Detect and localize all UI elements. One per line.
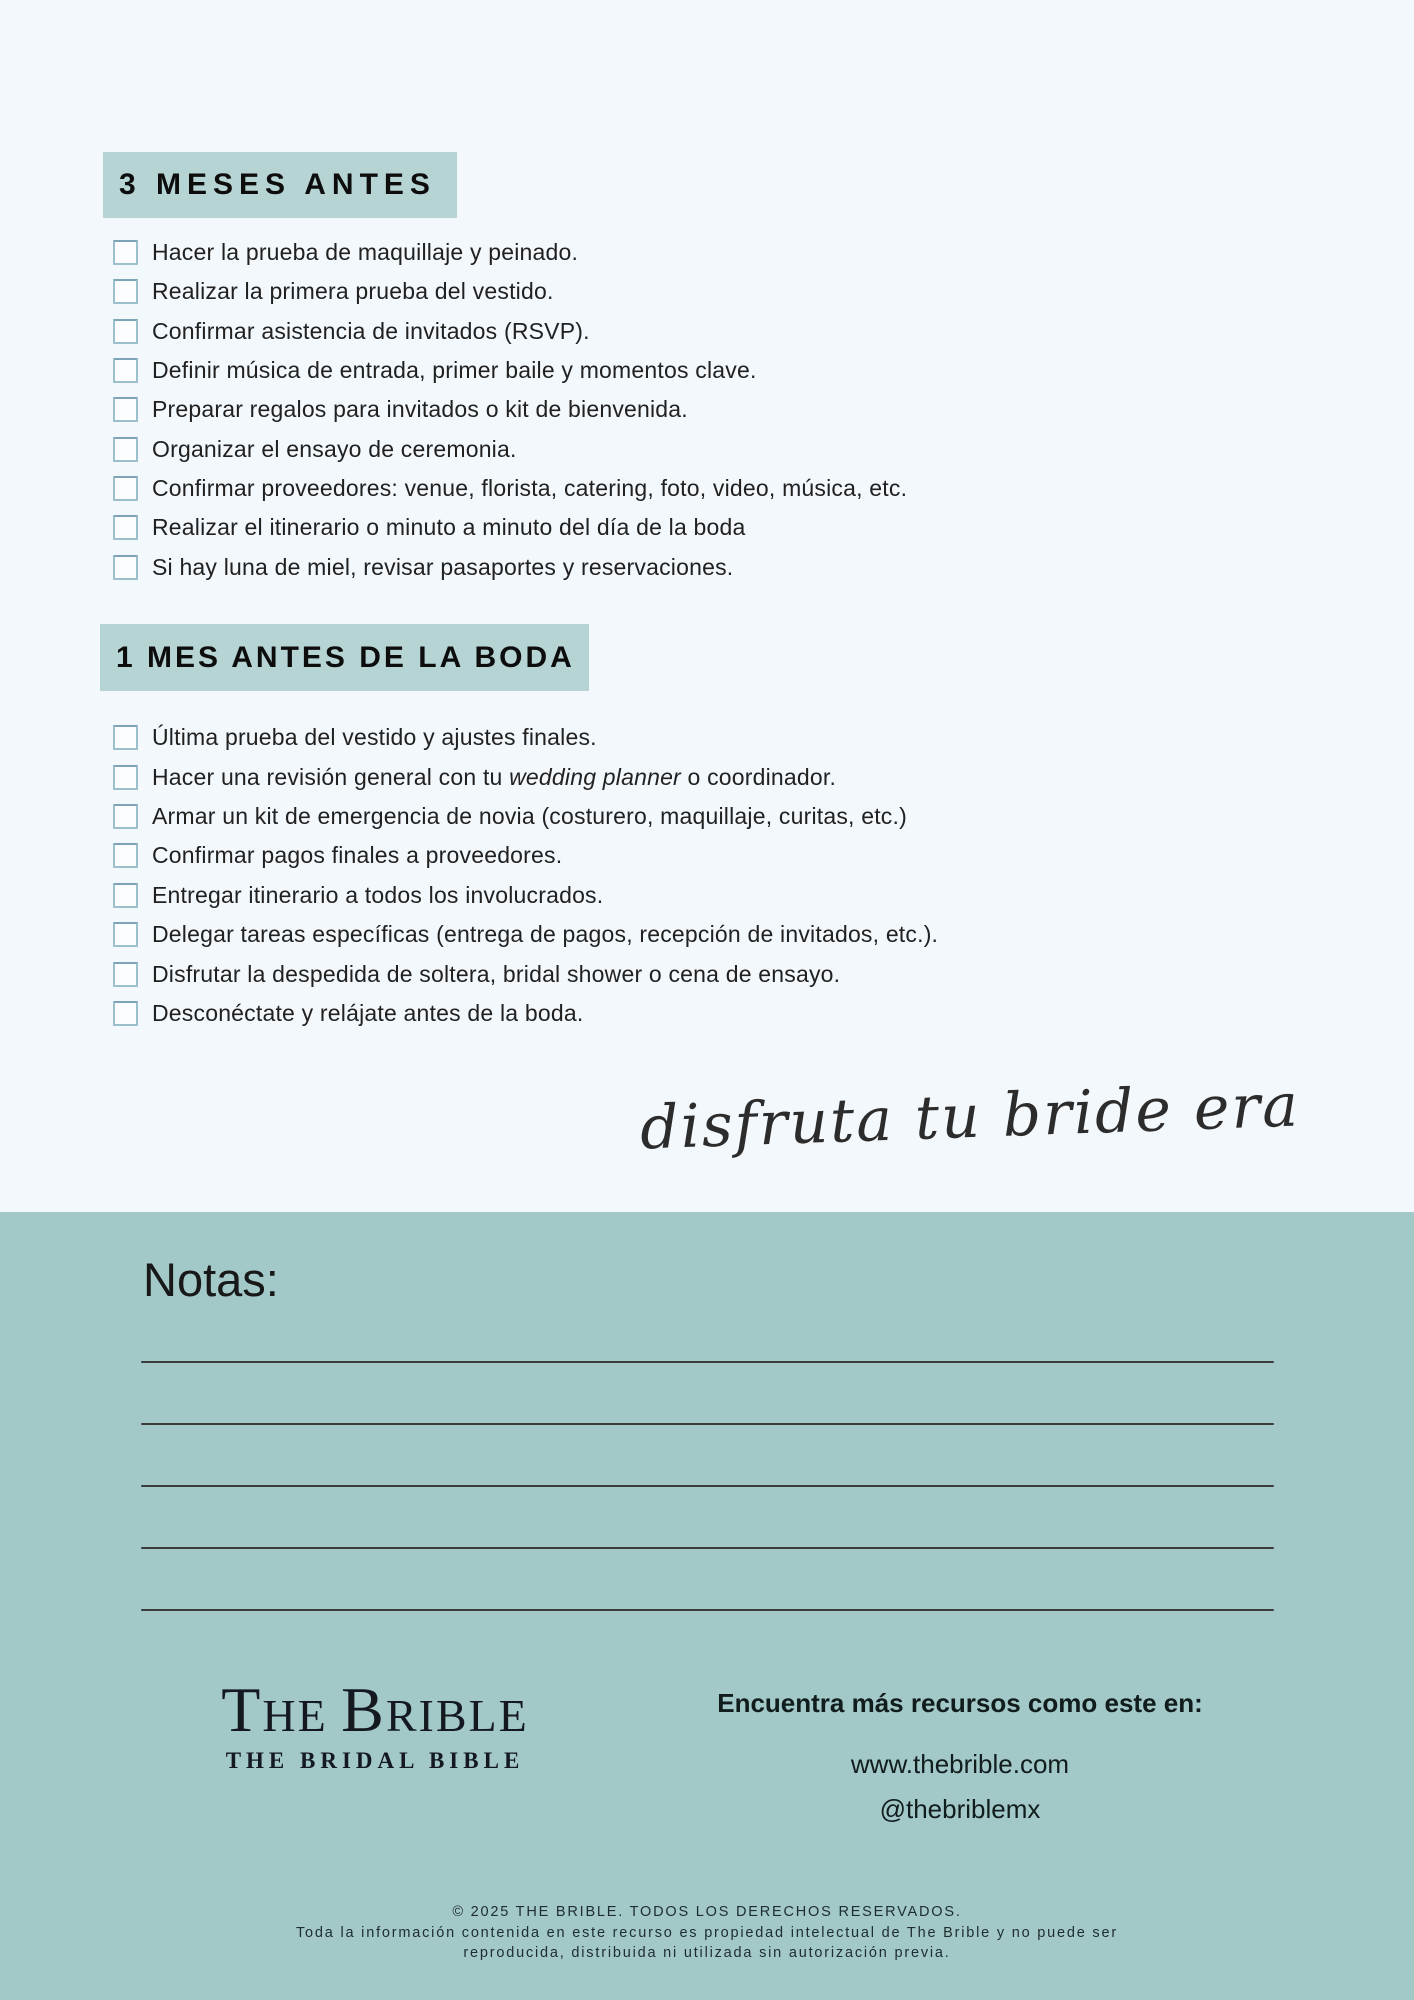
checklist-item-label: Realizar la primera prueba del vestido. <box>152 278 554 305</box>
checkbox[interactable] <box>113 962 138 987</box>
section-title-3-meses-antes: 3 MESES ANTES <box>103 152 457 218</box>
checkbox[interactable] <box>113 725 138 750</box>
checklist-item-label: Si hay luna de miel, revisar pasaportes y reservaciones. <box>152 553 734 580</box>
website-link[interactable]: www.thebrible.com <box>850 1749 1070 1779</box>
checklist-item <box>113 351 907 390</box>
note-line <box>141 1423 1274 1425</box>
checklist-item-label: Confirmar asistencia de invitados (RSVP). <box>152 317 590 344</box>
checklist-item <box>113 312 907 351</box>
checkbox[interactable] <box>113 843 138 868</box>
brand-logo-subtitle: THE BRIDAL BIBLE <box>225 1748 525 1774</box>
checklist-item-label: Armar un kit de emergencia de novia (costurero, maquillaje, curitas, etc.) <box>152 802 907 829</box>
checklist-3-meses-antes <box>113 233 907 587</box>
checklist-item-label: Confirmar proveedores: venue, florista, catering, foto, video, música, etc. <box>152 474 908 501</box>
checklist-item <box>113 757 938 796</box>
checkbox[interactable] <box>113 515 138 540</box>
checkbox[interactable] <box>113 1001 138 1026</box>
checklist-item-label: Última prueba del vestido y ajustes finales. <box>152 724 597 751</box>
resources-block <box>690 1688 1230 1825</box>
notes-panel <box>0 1212 1414 2000</box>
checklist-item <box>113 547 907 586</box>
checklist-item-label: Organizar el ensayo de ceremonia. <box>152 435 517 462</box>
logo-word: THE <box>221 1674 328 1745</box>
checkbox[interactable] <box>113 240 138 265</box>
checklist-item-label: Confirmar pagos finales a proveedores. <box>152 842 563 869</box>
copyright-line-3: reproducida, distribuida ni utilizada sin autorización previa. <box>463 1945 951 1961</box>
logo-word: BRIBLE <box>341 1674 529 1745</box>
checkbox[interactable] <box>113 397 138 422</box>
checklist-item <box>113 797 938 836</box>
checkbox[interactable] <box>113 319 138 344</box>
checklist-item-label: Preparar regalos para invitados o kit de bienvenida. <box>152 396 688 423</box>
checkbox[interactable] <box>113 555 138 580</box>
checklist-item-label: Hacer una revisión general con tu wedding planner o coordinador. <box>152 763 837 790</box>
checklist-item <box>113 718 938 757</box>
checklist-item <box>113 994 938 1033</box>
checklist-item <box>113 390 907 429</box>
checklist-item <box>113 508 907 547</box>
note-line <box>141 1609 1274 1611</box>
copyright-line-1: © 2025 THE BRIBLE. TODOS LOS DERECHOS RESERVADOS. <box>452 1904 962 1920</box>
checkbox[interactable] <box>113 358 138 383</box>
checklist-item <box>113 954 938 993</box>
checklist-item-label: Delegar tareas específicas (entrega de pagos, recepción de invitados, etc.). <box>152 921 939 948</box>
note-line <box>141 1361 1274 1363</box>
checkbox[interactable] <box>113 437 138 462</box>
checkbox[interactable] <box>113 279 138 304</box>
checkbox[interactable] <box>113 765 138 790</box>
checklist-item <box>113 876 938 915</box>
section-title-1-mes-antes: 1 MES ANTES DE LA BODA <box>100 624 589 691</box>
checklist-item-label: Realizar el itinerario o minuto a minuto del día de la boda <box>152 514 746 541</box>
checklist-item <box>113 915 938 954</box>
checklist-item <box>113 233 907 272</box>
note-line <box>141 1485 1274 1487</box>
social-handle-link[interactable]: @thebriblemx <box>879 1794 1041 1824</box>
checklist-item-label: Definir música de entrada, primer baile y momentos clave. <box>152 357 757 384</box>
checklist-1-mes-antes <box>113 718 938 1033</box>
checklist-item <box>113 429 907 468</box>
checklist-item <box>113 272 907 311</box>
handwritten-note: disfruta tu bride era <box>639 1070 1301 1164</box>
checklist-item-label: Entregar itinerario a todos los involucrados. <box>152 881 604 908</box>
checkbox[interactable] <box>113 883 138 908</box>
checkbox[interactable] <box>113 476 138 501</box>
brand-logo <box>150 1674 600 1774</box>
brand-logo-main <box>150 1674 600 1745</box>
copyright-footer <box>0 1902 1414 1964</box>
checkbox[interactable] <box>113 922 138 947</box>
checkbox[interactable] <box>113 804 138 829</box>
checklist-item-label: Desconéctate y relájate antes de la boda. <box>152 999 584 1026</box>
resources-heading: Encuentra más recursos como este en: <box>717 1688 1203 1718</box>
note-lines <box>141 1361 1274 1671</box>
note-line <box>141 1547 1274 1549</box>
checklist-item-label: Hacer la prueba de maquillaje y peinado. <box>152 239 579 266</box>
checklist-item <box>113 469 907 508</box>
copyright-line-2: Toda la información contenida en este recurso es propiedad intelectual de The Brible y no puede ser <box>296 1924 1118 1941</box>
checklist-item <box>113 836 938 875</box>
notes-label: Notas: <box>143 1253 279 1306</box>
checklist-item-label: Disfrutar la despedida de soltera, bridal shower o cena de ensayo. <box>152 960 841 987</box>
